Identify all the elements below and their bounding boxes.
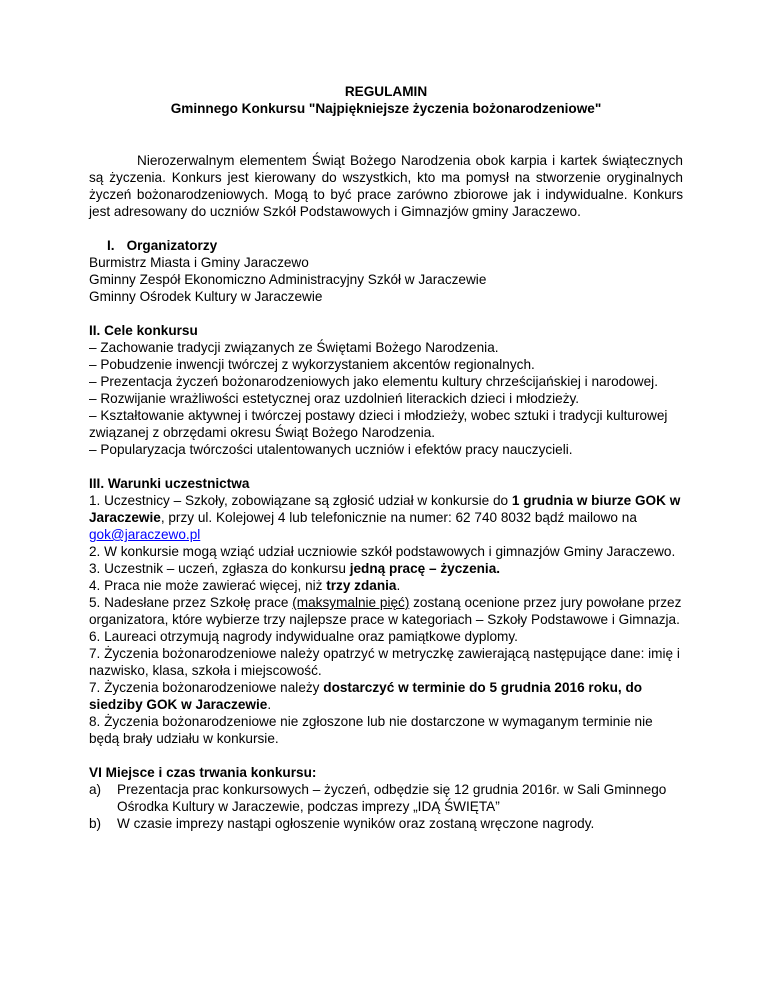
condition-4: 4. Praca nie może zawierać więcej, niż trzy zdania. bbox=[89, 578, 401, 593]
document-content bbox=[89, 83, 683, 832]
section-4-heading: VI Miejsce i czas trwania konkursu: bbox=[89, 765, 317, 780]
intro-paragraph: Nierozerwalnym elementem Świąt Bożego Narodzenia obok karpia i kartek świątecznych są życzenia. Konkurs jest kierowany do wszystkich, kto ma pomysł na stworzenie oryginalnych życzeń bożonarodzeniowych. Mogą to być prace zarówno zbiorowe jak i indywidualne. Konkurs jest adresowany do uczniów Szkół Podstawowych i Gimnazjów gminy Jaraczewo. bbox=[89, 153, 683, 219]
document-subtitle: Gminnego Konkursu "Najpiękniejsze życzenia bożonarodzeniowe" bbox=[170, 101, 602, 116]
email-link[interactable]: gok@jaraczewo.pl bbox=[89, 527, 201, 542]
section-1-title: Organizatorzy bbox=[126, 238, 218, 253]
organizer-item: Gminny Ośrodek Kultury w Jaraczewie bbox=[89, 289, 323, 304]
contact-email bbox=[89, 526, 683, 543]
goal-item: – Pobudzenie inwencji twórczej z wykorzystaniem akcentów regionalnych. bbox=[89, 357, 535, 372]
condition-5: 5. Nadesłane przez Szkołę prace (maksymalnie pięć) zostaną ocenione przez jury powołane przez organizatora, które wybierze trzy najlepsze prace w kategoriach – Szkoły Podstawowe i Gimnazja. bbox=[89, 595, 682, 627]
section-2-heading: II. Cele konkursu bbox=[89, 323, 198, 338]
list-item: b) W czasie imprezy nastąpi ogłoszenie wyników oraz zostaną wręczone nagrody. bbox=[89, 816, 595, 831]
goal-item: – Rozwijanie wrażliwości estetycznej oraz uzdolnień literackich dzieci i młodzieży. bbox=[89, 391, 580, 406]
condition-2: 2. W konkursie mogą wziąć udział uczniowie szkół podstawowych i gimnazjów Gminy Jaraczewo. bbox=[89, 544, 676, 559]
section-1-heading bbox=[89, 237, 683, 254]
schedule-list bbox=[89, 781, 683, 832]
list-item: a) Prezentacja prac konkursowych – życzeń, odbędzie się 12 grudnia 2016r. w Sali Gminnego Ośrodka Kultury w Jaraczewie, podczas imprezy „IDĄ ŚWIĘTA” bbox=[89, 782, 667, 814]
organizer-item: Gminny Zespół Ekonomiczno Administracyjny Szkół w Jaraczewie bbox=[89, 272, 487, 287]
condition-7b: 7. Życzenia bożonarodzeniowe należy dostarczyć w terminie do 5 grudnia 2016 roku, do siedziby GOK w Jaraczewie. bbox=[89, 680, 643, 712]
condition-6: 6. Laureaci otrzymują nagrody indywidualne oraz pamiątkowe dyplomy. bbox=[89, 629, 518, 644]
goal-item: – Zachowanie tradycji związanych ze Świętami Bożego Narodzenia. bbox=[89, 340, 499, 355]
condition-8: 8. Życzenia bożonarodzeniowe nie zgłoszone lub nie dostarczone w wymaganym terminie nie będą brały udziału w konkursie. bbox=[89, 714, 653, 746]
section-3-heading: III. Warunki uczestnictwa bbox=[89, 476, 250, 491]
organizer-item: Burmistrz Miasta i Gminy Jaraczewo bbox=[89, 255, 309, 270]
section-1-number: I. bbox=[107, 238, 115, 253]
condition-1: 1. Uczestnicy – Szkoły, zobowiązane są zgłosić udział w konkursie do 1 grudnia w biurze GOK w Jaraczewie, przy ul. Kolejowej 4 lub telefonicznie na numer: 62 740 8032 bądź mailowo na bbox=[89, 493, 681, 525]
goal-item: – Kształtowanie aktywnej i twórczej postawy dzieci i młodzieży, wobec sztuki i tradycji kulturowej związanej z obrzędami okresu Świąt Bożego Narodzenia. bbox=[89, 408, 668, 440]
goal-item: – Prezentacja życzeń bożonarodzeniowych jako elementu kultury chrześcijańskiej i narodowej. bbox=[89, 374, 658, 389]
condition-3: 3. Uczestnik – uczeń, zgłasza do konkursu jedną pracę – życzenia. bbox=[89, 561, 501, 576]
condition-7: 7. Życzenia bożonarodzeniowe należy opatrzyć w metryczkę zawierającą następujące dane: imię i nazwisko, klasa, szkoła i miejscowość. bbox=[89, 646, 680, 678]
goal-item: – Popularyzacja twórczości utalentowanych uczniów i efektów pracy nauczycieli. bbox=[89, 442, 573, 457]
document-title: REGULAMIN bbox=[344, 84, 428, 99]
